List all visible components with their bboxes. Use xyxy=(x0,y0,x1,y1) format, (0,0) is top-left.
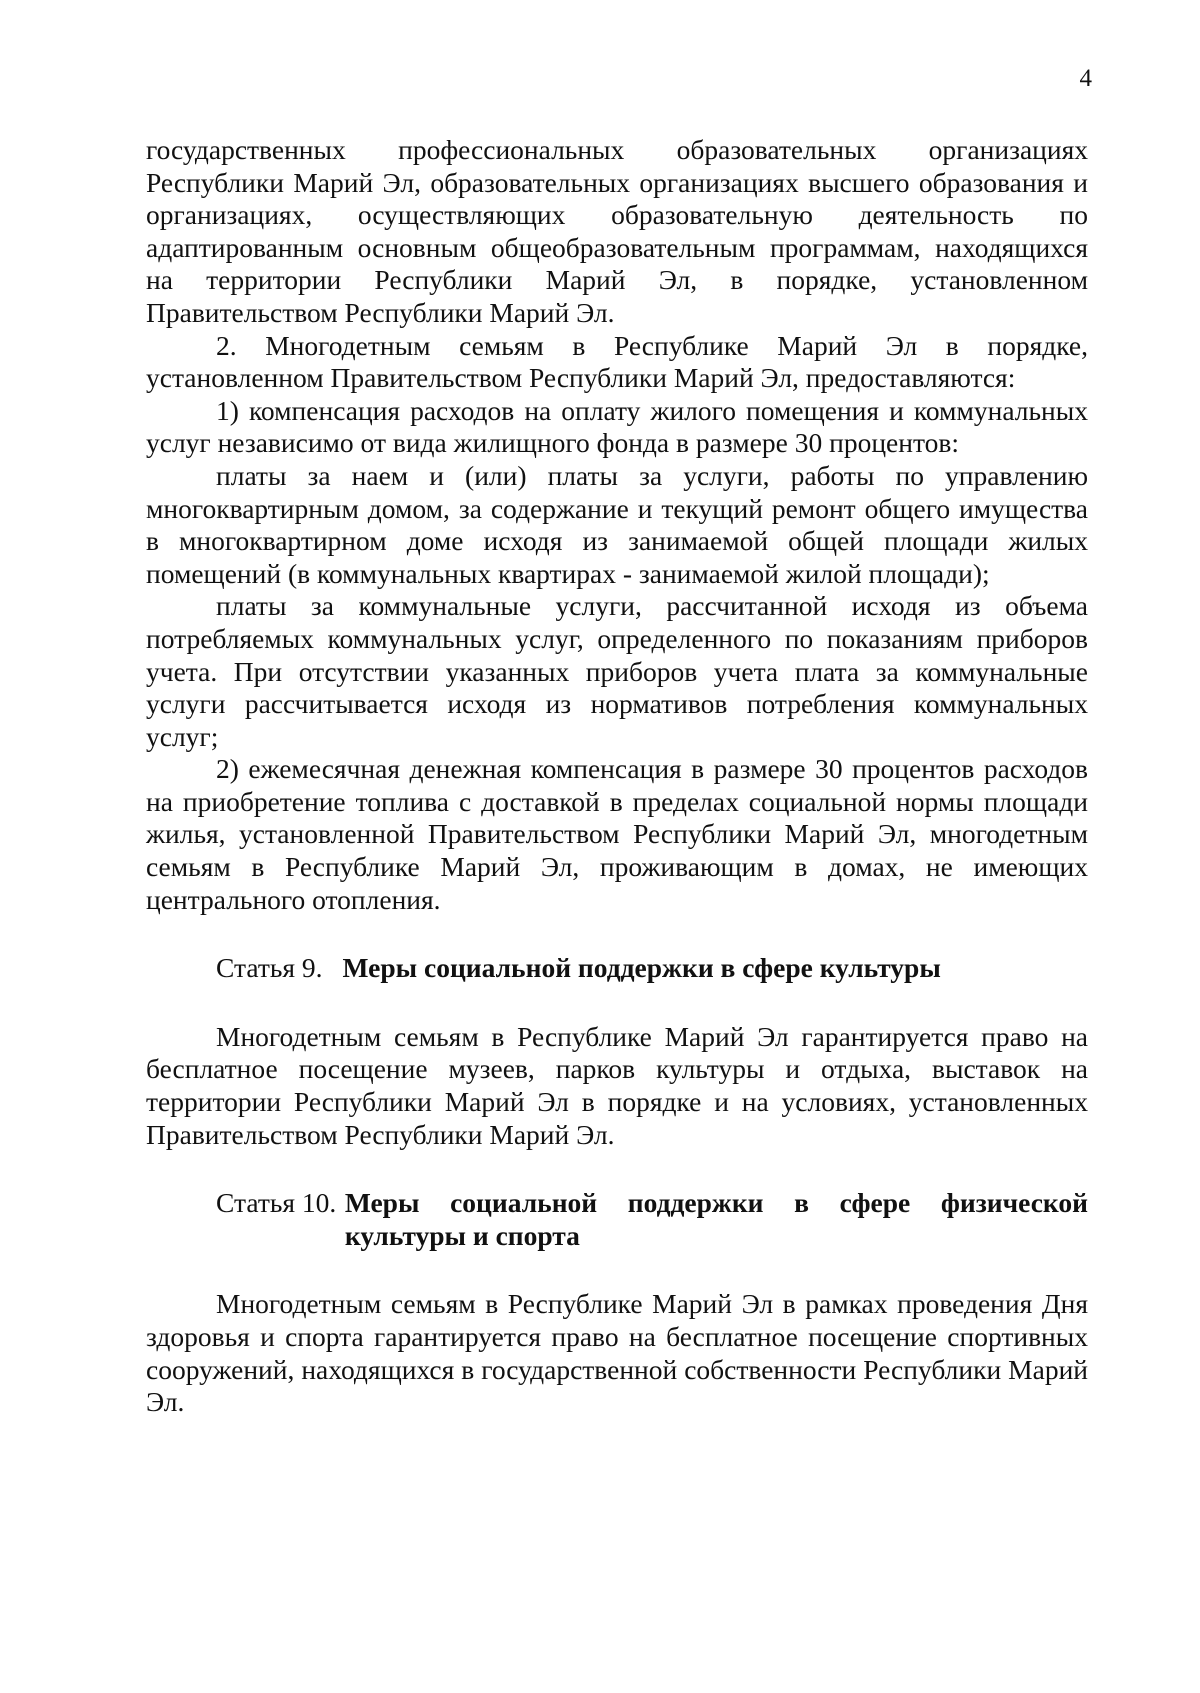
section-spacer xyxy=(146,985,1088,1021)
section-spacer xyxy=(146,916,1088,952)
paragraph-subitem-2: 2) ежемесячная денежная компенсация в размере 30 процентов расходов на приобретение топлива с доставкой в пределах социальной нормы площади жилья, установленной Правительством Республики Марий Эл, многодетным семьям в Республике Марий Эл, проживающим в домах, не имеющих центрального отопления. xyxy=(146,753,1088,915)
section-spacer xyxy=(146,1252,1088,1288)
article-10-text: Многодетным семьям в Республике Марий Эл в рамках проведения Дня здоровья и спорта гарантируется право на бесплатное посещение спортивных сооружений, находящихся в государственной собственности Республики Марий Эл. xyxy=(146,1288,1088,1418)
section-spacer xyxy=(146,1151,1088,1187)
document-body xyxy=(146,134,1088,1419)
article-9-text: Многодетным семьям в Республике Марий Эл гарантируется право на бесплатное посещение музеев, парков культуры и отдыха, выставок на территории Республики Марий Эл в порядке и на условиях, установленных Правительством Республики Марий Эл. xyxy=(146,1020,1088,1150)
article-10-heading: Меры социальной поддержки в сфере физической культуры и спорта xyxy=(344,1187,1088,1251)
article-9-label: Статья 9. xyxy=(216,952,323,984)
article-10-label: Статья 10. xyxy=(216,1187,337,1219)
paragraph-utility-payment: платы за коммунальные услуги, рассчитанной исходя из объема потребляемых коммунальных услуг, определенного по показаниям приборов учета. При отсутствии указанных приборов учета плата за коммунальные услуги рассчитывается исходя из нормативов потребления коммунальных услуг; xyxy=(146,590,1088,752)
article-9-heading: Меры социальной поддержки в сфере культуры xyxy=(342,952,941,984)
paragraph-subitem-1: 1) компенсация расходов на оплату жилого помещения и коммунальных услуг независимо от вида жилищного фонда в размере 30 процентов: xyxy=(146,394,1088,459)
paragraph-continuation: государственных профессиональных образовательных организациях Республики Марий Эл, образовательных организациях высшего образования и организациях, осуществляющих образовательную деятельность по адаптированным основным общеобразовательным программам, находящихся на территории Республики Марий Эл, в порядке, установленном Правительством Республики Марий Эл. xyxy=(146,134,1088,328)
article-10-title xyxy=(146,1187,1088,1252)
page-number: 4 xyxy=(1079,65,1092,92)
paragraph-rent-payment: платы за наем и (или) платы за услуги, работы по управлению многоквартирным домом, за содержание и текущий ремонт общего имущества в многоквартирном доме исходя из занимаемой общей площади жилых помещений (в коммунальных квартирах - занимаемой жилой площади); xyxy=(146,459,1088,589)
article-9-title xyxy=(146,952,1088,985)
paragraph-item-2: 2. Многодетным семьям в Республике Марий Эл в порядке, установленном Правительством Республики Марий Эл, предоставляются: xyxy=(146,329,1088,394)
